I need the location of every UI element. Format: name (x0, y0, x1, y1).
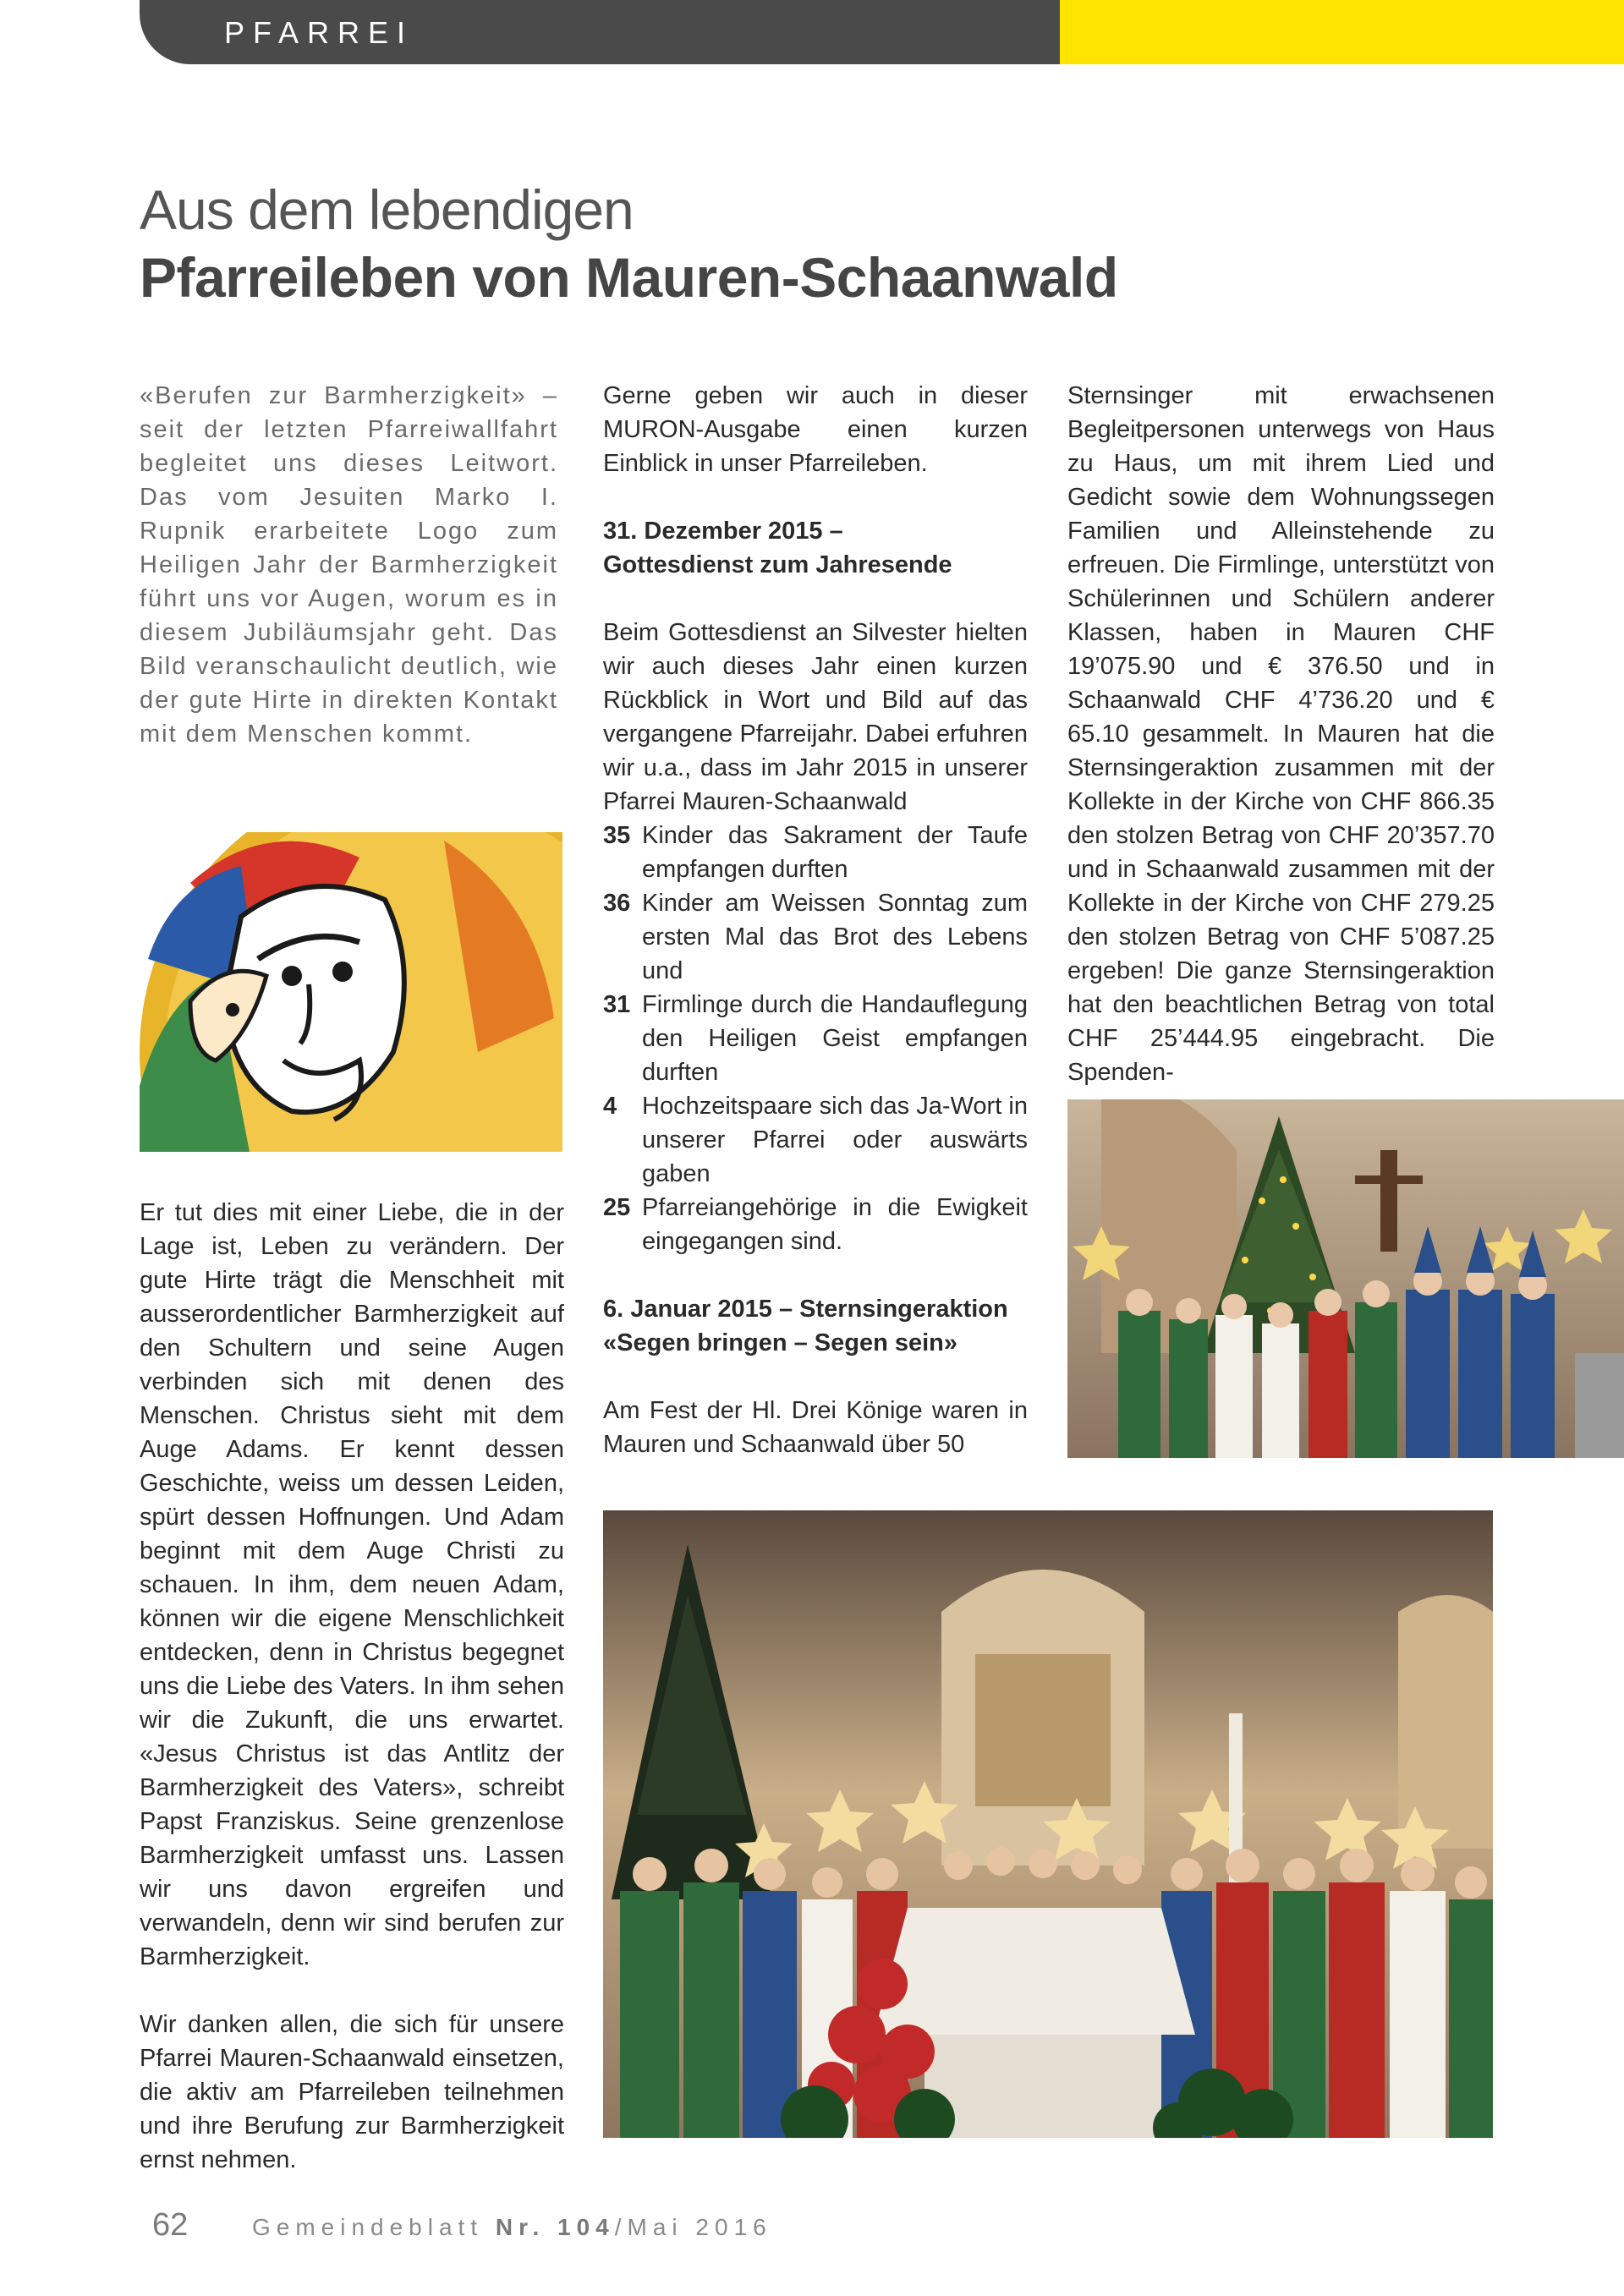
section-heading: 6. Januar 2015 – Sternsingeraktion (603, 1296, 1008, 1323)
stat-number: 25 (603, 1194, 631, 1221)
column-2 (603, 379, 1028, 1461)
section-heading: Gottesdienst zum Jahresende (603, 551, 952, 578)
column-3 (1067, 379, 1495, 1089)
footer-publication: Gemeindeblatt Nr. 104/Mai 2016 (252, 2214, 772, 2240)
publication-name: Gemeindeblatt (252, 2214, 484, 2240)
jubilee-logo-image (140, 832, 562, 1152)
intro-text: «Berufen zur Barmherzigkeit» – seit der letzten Pfarreiwallfahrt begleitet uns dieses Leitwort. Das vom Jesuiten Marko I. Rupnik erarbeitete Logo zum Heiligen Jahr der Barmherzigkeit führt uns vor Augen, worum es in diesem Jubiläumsjahr geht. Das Bild veranschaulicht deutlich, wie der gute Hirte in direkten Kontakt mit dem Menschen kommt. (140, 382, 558, 748)
stat-text: Hochzeitspaare sich das Ja-Wort in unserer Pfarrei oder auswärts gaben (642, 1093, 1028, 1187)
stat-number: 31 (603, 991, 631, 1018)
body-paragraph: Gerne geben wir auch in dieser MURON-Ausgabe einen kurzen Einblick in unser Pfarreileben. (603, 382, 1028, 477)
group-photo-icon (603, 1510, 1493, 2138)
stat-text: Pfarreiangehörige in die Ewigkeit eingegangen sind. (642, 1194, 1028, 1255)
title-line-2: Pfarreileben von Mauren-Schaanwald (140, 246, 1118, 309)
section-heading: 31. Dezember 2015 – (603, 518, 843, 545)
body-paragraph: Er tut dies mit einer Liebe, die in der Lage ist, Leben zu verändern. Der gute Hirte trägt die Menschheit mit ausserordentlicher Barmherzigkeit auf den Schultern und seine Augen verbinden sich mit denen des Menschen. Christus sieht mit dem Auge Adams. Er kennt dessen Geschichte, weiss um dessen Leiden, spürt dessen Hoffnungen. Und Adam beginnt mit dem Auge Christi zu schauen. In ihm, dem neuen Adam, können wir die eigene Menschlichkeit entdecken, denn in Christus begegnet uns die Liebe des Vaters. In ihm sehen wir die Zukunft, die uns erwartet. «Jesus Christus ist das Antlitz der Barmherzigkeit des Vaters», schreibt Papst Franziskus. Seine grenzenlose Barmherzigkeit umfasst uns. Lassen wir uns davon ergreifen und verwandeln, denn wir sind berufen zur Barmherzigkeit. (140, 1199, 564, 1970)
stat-item (603, 1191, 1028, 1258)
header-accent (1060, 0, 1624, 64)
body-paragraph: Am Fest der Hl. Drei Könige waren in Mauren und Schaanwald über 50 (603, 1397, 1028, 1458)
body-paragraph: Beim Gottesdienst an Silvester hielten wir auch dieses Jahr einen kurzen Rückblick in Wort und Bild auf das vergangene Pfarreijahr. Dabei erfuhren wir u.a., dass im Jahr 2015 in unserer Pfarrei Mauren-Schaanwald (603, 619, 1028, 815)
title-line-1: Aus dem lebendigen (140, 178, 634, 241)
star-singers-photo-1 (1067, 1099, 1624, 1458)
page-number: 62 (152, 2207, 189, 2243)
good-shepherd-logo-icon (140, 832, 562, 1152)
body-paragraph: Wir danken allen, die sich für unsere Pfarrei Mauren-Schaanwald einsetzen, die aktiv am Pfarreileben teilnehmen und ihre Berufung zur Barmherzigkeit ernst nehmen. (140, 2011, 564, 2173)
stat-text: Kinder das Sakrament der Taufe empfangen durften (642, 822, 1028, 883)
star-singers-photo-icon (1067, 1099, 1624, 1458)
stat-number: 4 (603, 1093, 617, 1120)
section-label: PFARREI (224, 15, 414, 50)
issue-date: Mai 2016 (627, 2214, 772, 2240)
stat-number: 36 (603, 890, 631, 917)
stat-number: 35 (603, 822, 631, 849)
body-paragraph: Sternsinger mit erwachsenen Begleitpersonen unterwegs von Haus zu Haus, um mit ihrem Lied und Gedicht sowie dem Wohnungssegen Familien und Alleinstehende zu erfreuen. Die Firmlinge, unterstützt von Schülerinnen und Schülern anderer Klassen, haben in Mauren CHF 19’075.90 und € 376.50 und in Schaanwald CHF 4’736.20 und € 65.10 gesammelt. In Mauren hat die Sternsingeraktion zusammen mit der Kollekte in der Kirche von CHF 866.35 den stolzen Betrag von CHF 20’357.70 und in Schaanwald zusammen mit der Kollekte in der Kirche von CHF 279.25 den stolzen Betrag von CHF 5’087.25 ergeben! Die ganze Sternsingeraktion hat den beachtlichen Betrag von total CHF 25’444.95 eingebracht. Die Spenden- (1067, 382, 1495, 1086)
stat-text: Kinder am Weissen Sonntag zum ersten Mal das Brot des Lebens und (642, 890, 1028, 984)
stat-item (603, 1089, 1028, 1191)
stat-item (603, 819, 1028, 886)
stat-text: Firmlinge durch die Handauflegung den Heiligen Geist empfangen durften (642, 991, 1028, 1086)
section-heading: «Segen bringen – Segen sein» (603, 1329, 958, 1356)
stat-item (603, 988, 1028, 1089)
stat-item (603, 886, 1028, 988)
column-1-body (140, 1196, 564, 2177)
issue-number: Nr. 104 (495, 2214, 615, 2240)
star-singers-photo-2 (603, 1510, 1493, 2138)
